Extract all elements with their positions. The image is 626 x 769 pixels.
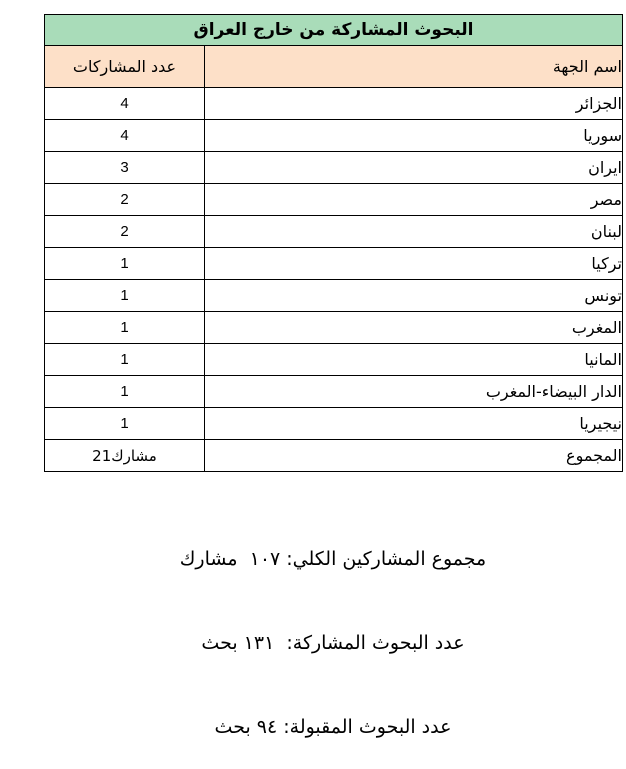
entity-name-cell: مصر bbox=[205, 184, 623, 216]
table-row bbox=[45, 312, 623, 344]
table-row bbox=[45, 120, 623, 152]
total-label-cell: المجموع bbox=[205, 440, 623, 472]
entity-name-cell: الدار البيضاء-المغرب bbox=[205, 376, 623, 408]
summary-line-total-participants: مجموع المشاركين الكلي: ١٠٧ مشارك bbox=[179, 548, 487, 570]
total-row bbox=[45, 440, 623, 472]
table-row bbox=[45, 280, 623, 312]
table-row bbox=[45, 344, 623, 376]
entity-name-cell: نيجيريا bbox=[205, 408, 623, 440]
participation-table bbox=[44, 14, 623, 472]
participation-count-cell: 2 bbox=[45, 184, 205, 216]
entity-name-cell: لبنان bbox=[205, 216, 623, 248]
participation-count-cell: 1 bbox=[45, 248, 205, 280]
entity-name-cell: تونس bbox=[205, 280, 623, 312]
participation-count-cell: 2 bbox=[45, 216, 205, 248]
participation-count-cell: 4 bbox=[45, 120, 205, 152]
table-row bbox=[45, 88, 623, 120]
table-row bbox=[45, 408, 623, 440]
summary-line-submitted-research: عدد البحوث المشاركة: ١٣١ بحث bbox=[201, 632, 465, 654]
summary-line-accepted-research: عدد البحوث المقبولة: ٩٤ بحث bbox=[214, 716, 452, 738]
table-header-row bbox=[45, 46, 623, 88]
entity-name-cell: الجزائر bbox=[205, 88, 623, 120]
participation-count-cell: 1 bbox=[45, 408, 205, 440]
table-title: البحوث المشاركة من خارج العراق bbox=[45, 15, 623, 46]
table-row bbox=[45, 248, 623, 280]
participation-count-cell: 1 bbox=[45, 280, 205, 312]
participation-count-cell: 4 bbox=[45, 88, 205, 120]
table-row bbox=[45, 152, 623, 184]
participation-count-cell: 1 bbox=[45, 376, 205, 408]
participation-count-cell: 1 bbox=[45, 312, 205, 344]
column-header-entity-name: اسم الجهة bbox=[205, 46, 623, 88]
entity-name-cell: المغرب bbox=[205, 312, 623, 344]
entity-name-cell: ايران bbox=[205, 152, 623, 184]
table-title-row bbox=[45, 15, 623, 46]
column-header-participation-count: عدد المشاركات bbox=[45, 46, 205, 88]
entity-name-cell: سوريا bbox=[205, 120, 623, 152]
entity-name-cell: تركيا bbox=[205, 248, 623, 280]
entity-name-cell: المانيا bbox=[205, 344, 623, 376]
participation-count-cell: 3 bbox=[45, 152, 205, 184]
table-row bbox=[45, 376, 623, 408]
table-row bbox=[45, 184, 623, 216]
total-value-cell: مشارك21 bbox=[45, 440, 205, 472]
participation-count-cell: 1 bbox=[45, 344, 205, 376]
table-body bbox=[45, 15, 623, 472]
summary-block bbox=[44, 489, 622, 769]
table-row bbox=[45, 216, 623, 248]
